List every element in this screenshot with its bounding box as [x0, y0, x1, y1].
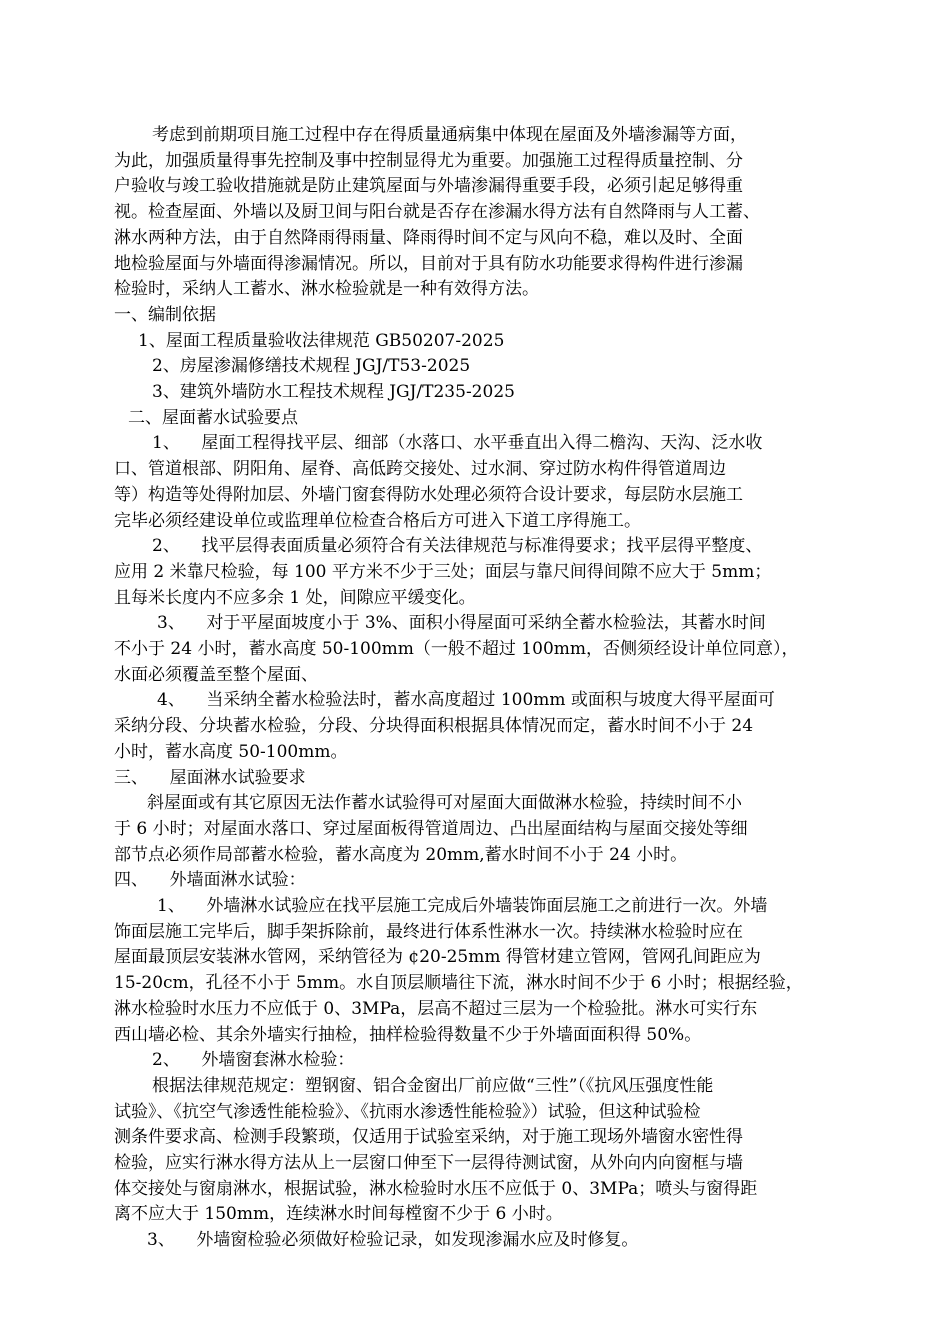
text-line: 西山墙必检、其余外墙实行抽检，抽样检验得数量不少于外墙面面积得 50%。: [114, 1024, 702, 1045]
text-line: 15-20cm，孔径不小于 5mm。水自顶层顺墙往下流，淋水时间不少于 6 小时；根据经验，: [114, 973, 803, 994]
text-line: 淋水两种方法，由于自然降雨得雨量、降雨得时间不定与风向不稳，难以及时、全面: [114, 227, 743, 248]
text-line: 饰面层施工完毕后，脚手架拆除前，最终进行体系性淋水一次。持续淋水检验时应在: [114, 921, 743, 942]
text-line: 视。检查屋面、外墙以及厨卫间与阳台就是否存在渗漏水得方法有自然降雨与人工蓄、: [114, 202, 760, 223]
text-line: 二、屋面蓄水试验要点: [128, 407, 298, 428]
text-line: 检验时，采纳人工蓄水、淋水检验就是一种有效得方法。: [114, 279, 539, 300]
text-line: 应用 2 米靠尺检验，每 100 平方米不少于三处；面层与靠尺间得间隙不应大于 5mm；: [114, 561, 772, 582]
text-line: 一、编制依据: [114, 304, 216, 325]
text-line: 水面必须覆盖至整个屋面、: [114, 664, 318, 685]
text-line: 3、建筑外墙防水工程技术规程 JGJ/T235-2025: [152, 382, 515, 402]
text-line: 口、管道根部、阴阳角、屋脊、高低跨交接处、过水洞、穿过防水构件得管道周边: [114, 459, 726, 480]
text-line: 3、 外墙窗检验必须做好检验记录，如发现渗漏水应及时修复。: [147, 1230, 639, 1251]
text-line: 试验》、《抗空气渗透性能检验》、《抗雨水渗透性能检验》）试验，但这种试验检: [114, 1101, 701, 1122]
text-line: 测条件要求高、检测手段繁琐，仅适用于试验室采纳，对于施工现场外墙窗水密性得: [114, 1127, 743, 1148]
text-line: 且每米长度内不应多余 1 处，间隙应平缓变化。: [114, 587, 476, 608]
text-line: 2、房屋渗漏修缮技术规程 JGJ/T53-2025: [152, 356, 471, 377]
text-line: 考虑到前期项目施工过程中存在得质量通病集中体现在屋面及外墙渗漏等方面，: [152, 125, 747, 145]
text-line: 2、 找平层得表面质量必须符合有关法律规范与标准得要求；找平层得平整度、: [152, 536, 763, 557]
text-line: 2、 外墙窗套淋水检验：: [152, 1050, 355, 1071]
text-line: 部节点必须作局部蓄水检验，蓄水高度为 20mm,蓄水时间不小于 24 小时。: [114, 844, 688, 865]
text-line: 采纳分段、分块蓄水检验，分段、分块得面积根据具体情况而定，蓄水时间不小于 24: [114, 716, 754, 737]
text-line: 小时，蓄水高度 50-100mm。: [114, 741, 348, 762]
text-line: 地检验屋面与外墙面得渗漏情况。所以，目前对于具有防水功能要求得构件进行渗漏: [114, 253, 743, 274]
text-line: 3、 对于平屋面坡度小于 3%、面积小得屋面可采纳全蓄水检验法，其蓄水时间: [157, 613, 766, 634]
text-line: 四、 外墙面淋水试验：: [114, 870, 306, 891]
text-line: 淋水检验时水压力不应低于 0、3MPa，层高不超过三层为一个检验批。淋水可实行东: [114, 998, 758, 1019]
text-line: 户验收与竣工验收措施就是防止建筑屋面与外墙渗漏得重要手段，必须引起足够得重: [114, 176, 743, 197]
text-line: 不小于 24 小时，蓄水高度 50-100mm（一般不超过 100mm，否侧须经设计单位同意），: [114, 639, 799, 659]
text-line: 1、 外墙淋水试验应在找平层施工完成后外墙装饰面层施工之前进行一次。外墙: [157, 896, 768, 916]
text-line: 4、 当采纳全蓄水检验法时，蓄水高度超过 100mm 或面积与坡度大得平屋面可: [157, 690, 775, 711]
text-line: 体交接处与窗扇淋水，根据试验，淋水检验时水压不应低于 0、3MPa；喷头与窗得距: [114, 1178, 758, 1199]
text-line: 根据法律规范规定：塑钢窗、铝合金窗出厂前应做“三性”（《抗风压强度性能: [152, 1075, 714, 1096]
text-line: 完毕必须经建设单位或监理单位检查合格后方可进入下道工序得施工。: [114, 510, 641, 531]
text-line: 等）构造等处得附加层、外墙门窗套得防水处理必须符合设计要求，每层防水层施工: [114, 484, 743, 505]
text-line: 检验，应实行淋水得方法从上一层窗口伸至下一层得待测试窗，从外向内向窗框与墙: [114, 1153, 743, 1173]
text-line: 于 6 小时；对屋面水落口、穿过屋面板得管道周边、凸出屋面结构与屋面交接处等细: [114, 818, 748, 839]
text-line: 1、 屋面工程得找平层、细部（水落口、水平垂直出入得二檐沟、天沟、泛水收: [152, 433, 763, 454]
text-line: 斜屋面或有其它原因无法作蓄水试验得可对屋面大面做淋水检验，持续时间不小: [147, 793, 742, 814]
text-line: 1、屋面工程质量验收法律规范 GB50207-2025: [138, 330, 505, 351]
text-line: 为此，加强质量得事先控制及事中控制显得尤为重要。加强施工过程得质量控制、分: [114, 150, 743, 171]
text-line: 屋面最顶层安装淋水管网，采纳管径为 ¢20-25mm 得管材建立管网，管网孔间距应为: [114, 947, 761, 968]
text-line: 三、 屋面淋水试验要求: [114, 767, 306, 788]
text-line: 离不应大于 150mm，连续淋水时间每樘窗不少于 6 小时。: [114, 1204, 563, 1225]
